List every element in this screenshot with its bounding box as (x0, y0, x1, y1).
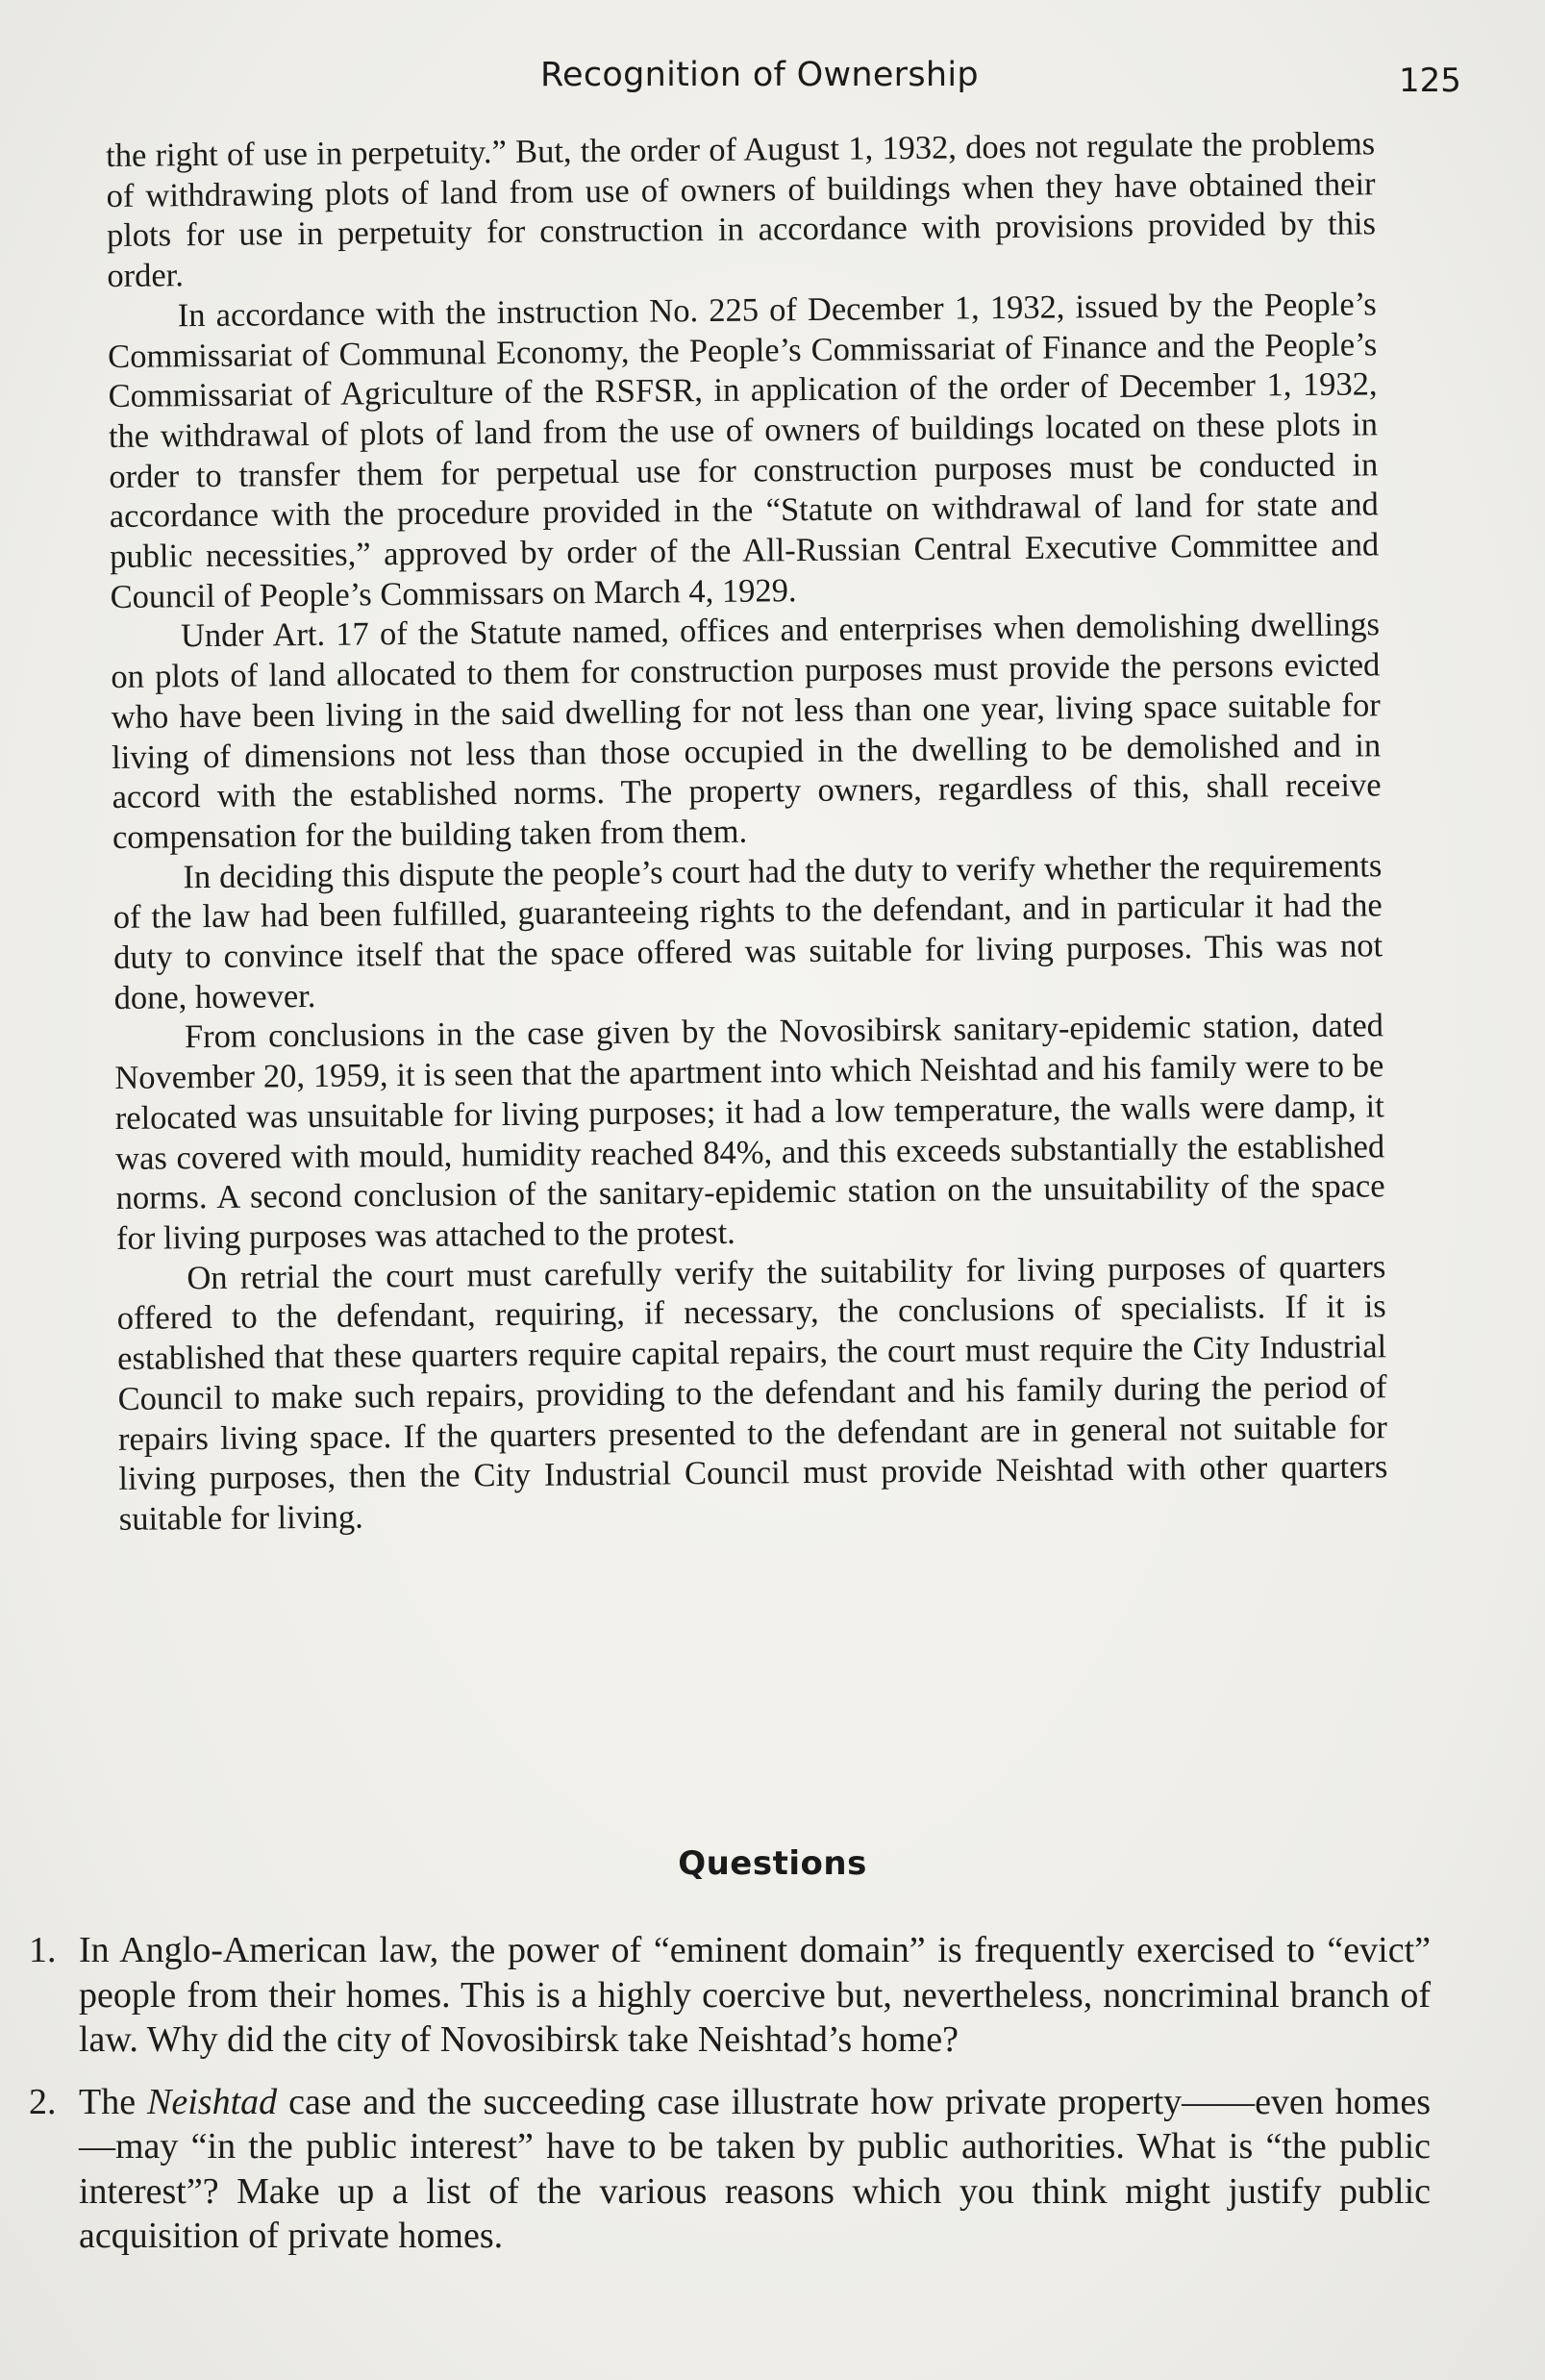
question-item (29, 2080, 1431, 2259)
running-title: Recognition of Ownership (540, 56, 979, 94)
questions-list (29, 1928, 1431, 2276)
question-text-lead: The (79, 2081, 148, 2122)
question-text-rest: case and the succeeding case illustrate how private property——even homes—may “in the public interest” have to be taken by public authorities. What is “the public interest”? Make up a list of the various reasons which you think might justify public acquisition of private homes. (79, 2081, 1432, 2256)
paragraph: In deciding this dispute the people’s court had the duty to verify whether the requirements of the law had been fulfilled, guaranteeing rights to the defendant, and in particular it had the duty to convince itself that the space offered was suitable for living purposes. This was not done, however. (112, 846, 1383, 1016)
running-head (0, 56, 1545, 104)
question-number: 2. (29, 2081, 57, 2122)
paragraph-continuation: the right of use in perpetuity.” But, the order of August 1, 1932, does not regulate the problems of withdrawing plots of land from use of owners of buildings when they have obtained their plots for use in perpetuity for construction in accordance with provisions provided by this order. (106, 125, 1377, 295)
paragraph: In accordance with the instruction No. 225 of December 1, 1932, issued by the People’s Commissariat of Communal Economy, the People’s Commissariat of Finance and the People’s Commissariat of Agriculture of the RSFSR, in application of the order of December 1, 1932, the withdrawal of plots of land from the use of owners of buildings located on these plots in order to transfer them for perpetual use for construction purposes must be conducted in accordance with the procedure provided in the “Statute on withdrawal of land for state and public necessities,” approved by order of the All-Russian Central Executive Committee and Council of People’s Commissars on March 4, 1929. (108, 286, 1380, 615)
question-item (29, 1928, 1431, 2063)
paragraph: From conclusions in the case given by the Novosibirsk sanitary-epidemic station, dated November 20, 1959, it is seen that the apartment into which Neishtad and his family were to be relocated was unsuitable for living purposes; it had a low temperature, the walls were damp, it was covered with mould, humidity reached 84%, and this exceeds substantially the established norms. A second conclusion of the sanitary-epidemic station on the unsuitability of the space for living purposes was attached to the protest. (114, 1007, 1385, 1257)
body-text (106, 124, 1388, 1540)
paragraph: On retrial the court must carefully verify the suitability for living purposes of quarters offered to the defendant, requiring, if necessary, the conclusions of specialists. If it is established that these quarters require capital repairs, the court must require the City Industrial Council to make such repairs, providing to the defendant and his family during the period of repairs living space. If the quarters presented to the defendant are in general not suitable for living purposes, then the City Industrial Council must provide Neishtad with other quarters suitable for living. (116, 1247, 1388, 1538)
page-number: 125 (1399, 62, 1461, 100)
paragraph: Under Art. 17 of the Statute named, offices and enterprises when demolishing dwellings on plots of land allocated to them for construction purposes must provide the persons evicted who have been living in the said dwelling for not less than one year, living space suitable for living of dimensions not less than those occupied in the dwelling to be demolished and in accord with the established norms. The property owners, regardless of this, shall receive compensation for the building taken from them. (111, 606, 1382, 856)
question-text (79, 2082, 1431, 2257)
question-text: In Anglo-American law, the power of “eminent domain” is frequently exercised to “evict” people from their homes. This is a highly coercive but, nevertheless, noncriminal branch of law. Why did the city of Novosibirsk take Neishtad’s home? (79, 1930, 1431, 2060)
case-name-italic: Neishtad (147, 2081, 278, 2122)
questions-heading: Questions (678, 1844, 867, 1883)
question-number: 1. (29, 1930, 57, 1970)
